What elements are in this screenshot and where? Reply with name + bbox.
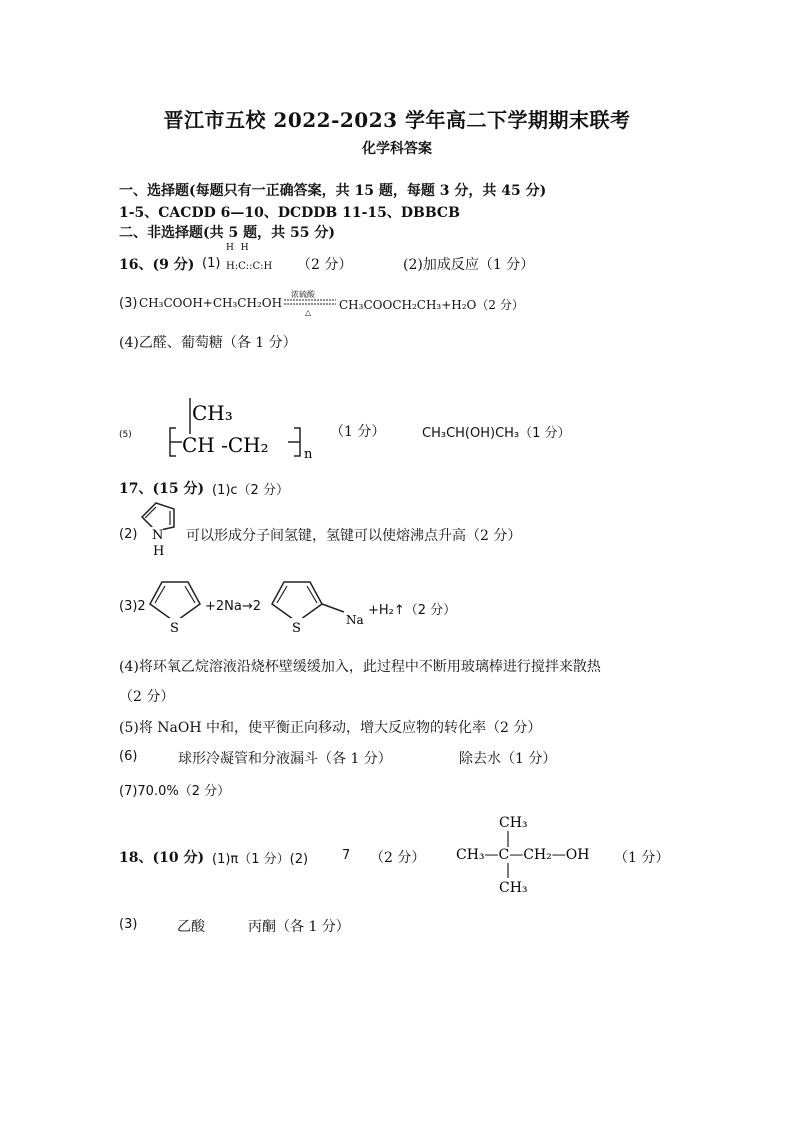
q16-p4: (4)乙醛、葡萄糖（各 1 分） [119, 335, 297, 351]
pyrrole-h-text: H [153, 544, 165, 559]
q16-equation-left: CH₃COOH+CH₃CH₂OH [139, 296, 283, 310]
q16-p5-score: （1 分） [330, 424, 386, 440]
thiophene-structure [146, 576, 204, 638]
q16-electron-formula-top: H H [226, 243, 251, 253]
q18-struct-score: （1 分） [614, 850, 670, 866]
q16-p5-number: (5) [119, 430, 132, 440]
sodium-thiophene-s-text: S [292, 621, 301, 636]
q18-p3-b: 丙酮（各 1 分） [248, 919, 350, 935]
q18-label: 18、(10 分) [119, 850, 205, 866]
q16-p2: (2)加成反应（1 分） [403, 257, 535, 273]
pyrrole-structure [136, 497, 186, 559]
q16-condition-top: 浓硫酸 [291, 290, 315, 299]
q16-p5-answer: CH₃CH(OH)CH₃（1 分） [422, 426, 571, 441]
struct-top-methyl-text: CH₃ [499, 815, 528, 831]
thiophene-s-text: S [170, 621, 179, 636]
sodium-thiophene-structure [268, 576, 372, 638]
neopentyl-alcohol-structure [452, 810, 612, 896]
q18-p2-score: （2 分） [370, 850, 426, 866]
q17-p4-line2: （2 分） [119, 689, 175, 705]
q16-p1-number: (1) [202, 256, 221, 271]
q17-p2-text: 可以形成分子间氢键，氢键可以使熔沸点升高（2 分） [186, 528, 522, 544]
part1-answers: 1-5、CACDD 6—10、DCDDB 11-15、DBBCB [119, 205, 460, 221]
page-title: 晋江市五校 2022-2023 学年高二下学期期末联考 [163, 108, 631, 132]
pyrrole-n-text: N [152, 528, 164, 543]
part2-heading: 二、非选择题(共 5 题，共 55 分) [119, 225, 335, 241]
q17-p3-number: (3)2 [119, 599, 146, 614]
q18-p2-value: 7 [342, 848, 351, 863]
q17-p6-a: 球形冷凝管和分液漏斗（各 1 分） [178, 751, 392, 767]
q17-p6-number: (6) [119, 749, 138, 764]
polymer-n-text: n [304, 447, 313, 462]
q17-p5: (5)将 NaOH 中和，使平衡正向移动，增大反应物的转化率（2 分） [119, 720, 542, 736]
sodium-text: Na [346, 613, 364, 627]
q16-label: 16、(9 分) [119, 257, 195, 273]
struct-main-text: CH₃—C—CH₂—OH [456, 847, 590, 863]
q18-p3-a: 乙酸 [177, 919, 205, 935]
reversible-arrow-icon [282, 298, 338, 306]
q16-condition-bottom: △ [305, 308, 312, 317]
polymer-methyl-text: CH₃ [192, 401, 233, 425]
q16-p1-score: （2 分） [297, 257, 353, 273]
q17-label: 17、(15 分) [119, 481, 205, 497]
q17-p2-number: (2) [119, 527, 138, 542]
q18-p1: (1)π（1 分）(2) [212, 852, 309, 867]
part1-heading: 一、选择题(每题只有一正确答案，共 15 题，每题 3 分，共 45 分) [119, 183, 547, 199]
q17-p7: (7)70.0%（2 分） [119, 784, 231, 799]
q17-p3-middle: +2Na→2 [205, 599, 262, 614]
q17-p3-end: +H₂↑（2 分） [368, 603, 457, 618]
polymer-main-text: CH -CH₂ [182, 433, 269, 457]
q17-p1: (1)c（2 分） [212, 483, 289, 498]
q16-equation-right: CH₃COOCH₂CH₃+H₂O（2 分） [339, 298, 524, 312]
page-subtitle: 化学科答案 [362, 141, 432, 157]
q16-electron-formula: H:C::C:H [226, 261, 273, 272]
struct-bottom-methyl-text: CH₃ [499, 880, 528, 896]
polypropylene-structure [168, 394, 324, 462]
q16-p3-number: (3) [119, 296, 138, 311]
q17-p6-b: 除去水（1 分） [459, 751, 557, 767]
q17-p4-line1: (4)将环氧乙烷溶液沿烧杯壁缓缓加入，此过程中不断用玻璃棒进行搅拌来散热 [119, 659, 601, 675]
q18-p3-number: (3) [119, 917, 138, 932]
